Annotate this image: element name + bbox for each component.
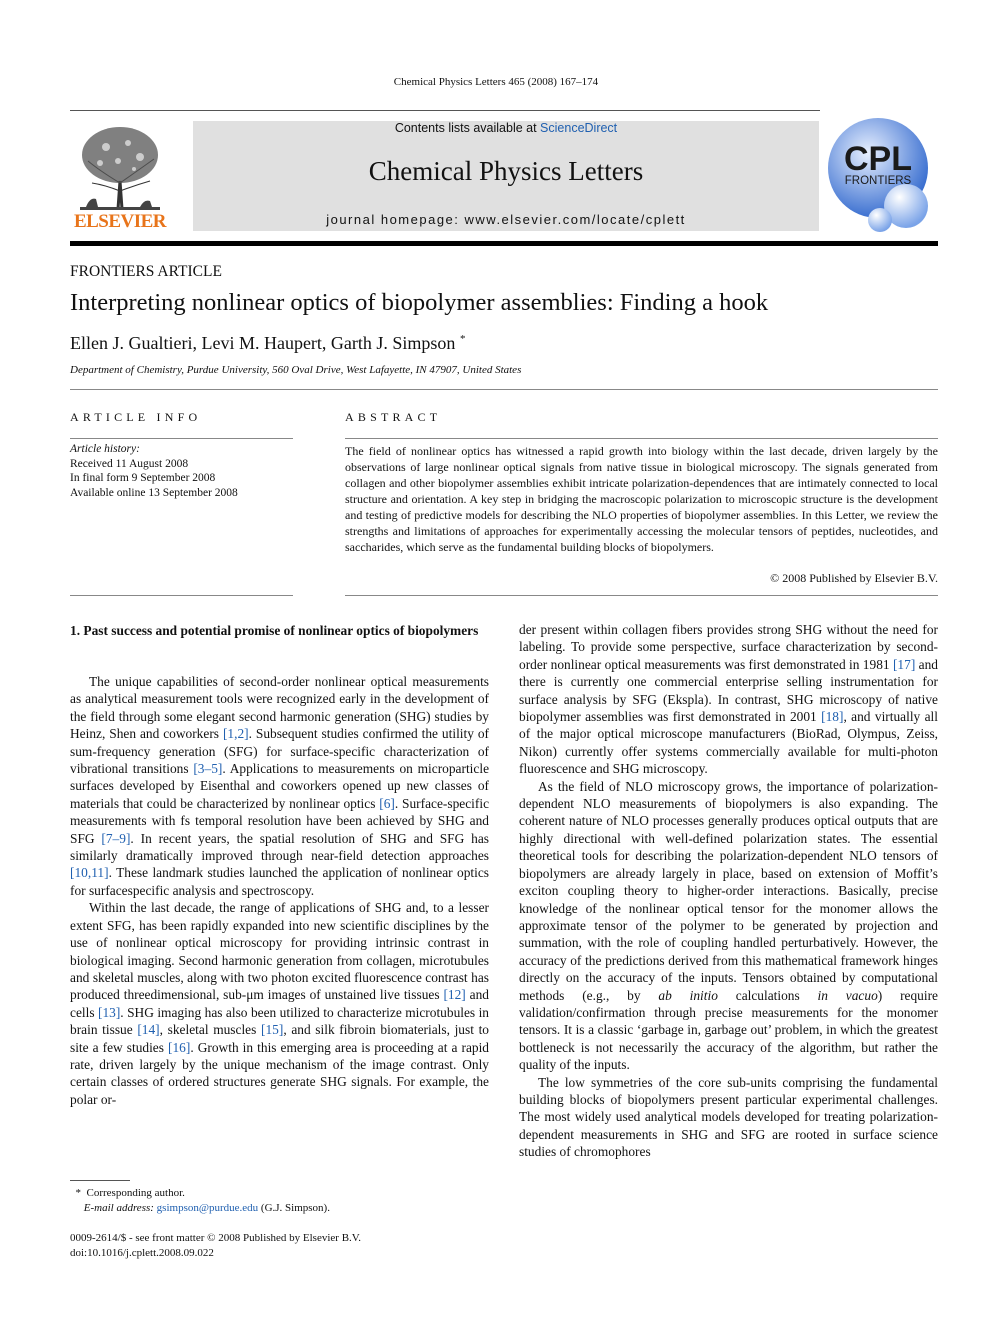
citation-ref[interactable]: [10,11] — [70, 865, 109, 881]
citation-ref[interactable]: [13] — [97, 1004, 121, 1020]
affiliation: Department of Chemistry, Purdue University, 560 Oval Drive, West Lafayette, IN 47907, United States — [70, 364, 522, 376]
header-rule — [70, 110, 820, 111]
journal-citation: Chemical Physics Letters 465 (2008) 167–174 — [393, 76, 599, 88]
doi-line[interactable]: doi:10.1016/j.cplett.2008.09.022 — [70, 1246, 214, 1259]
paragraph: As the field of NLO microscopy grows, the importance of polarization-dependent NLO measurements of biopolymers is also expanding. The coherent nature of NLO processes generally produces optical outputs that are highly directional with well-defined polarization states. The essential theoretical tools for describing the polarization-dependent NLO tensors of biopolymers are already largely in place, based on extension of Moffit’s exciton coupling theory to higher-order interactions. Basically, precise knowledge of the nonlinear optical tensor for the monomer allows the approximate tensor of the polymer to be generated by projection and summation, with the role of coupling handled perturbatively. However, the accuracy of the predictions derived from this mathematical framework hinges directly on the accuracy of the inputs. Tensors obtained by computational methods (e.g., by ab initio calculations in vacuo) require validation/confirmation through precise measurements for the monomer tensors. It is a classic ‘garbage in, garbage out’ problem, in which the greatest bottleneck is not necessarily the accuracy of the algorithm, but rather the quality of the inputs. — [519, 778, 938, 1073]
cpl-frontiers-logo — [822, 116, 940, 236]
abstract-copyright: © 2008 Published by Elsevier B.V. — [770, 571, 938, 585]
email-note — [70, 1201, 330, 1216]
article-info-rule — [70, 438, 293, 439]
contents-prefix: Contents lists available at — [394, 121, 541, 135]
article-type: FRONTIERS ARTICLE — [70, 263, 222, 280]
sciencedirect-link[interactable]: ScienceDirect — [540, 121, 618, 135]
issn-line: 0009-2614/$ - see front matter © 2008 Published by Elsevier B.V. — [70, 1232, 362, 1244]
email-label: E-mail address: — [83, 1201, 154, 1214]
header-thick-rule — [70, 241, 938, 246]
article-title: Interpreting nonlinear optics of biopolymer assemblies: Finding a hook — [70, 289, 769, 316]
received-date: Received 11 August 2008 — [70, 457, 189, 470]
citation-ref[interactable]: [6] — [379, 795, 395, 811]
corresponding-note — [70, 1186, 330, 1201]
citation-ref[interactable]: [7–9] — [101, 830, 131, 846]
paragraph: The unique capabilities of second-order nonlinear optical measurements as analytical measurement tools were recognized early in the development of the field through some elegant second harmonic generation (SHG) studies by Heinz, Shen and coworkers [1,2]. Subsequent studies confirmed the utility of sum-frequency generation (SFG) for surface-specific characterization of vibrational transitions [3–5]. Applications to measurements on microparticle surfaces developed by Eisenthal and coworkers opened up new classes of materials that could be characterized by nonlinear optics [6]. Surface-specific measurements with fs temporal resolution have been achieved by SHG and SFG [7–9]. In recent years, the spatial resolution of SHG and SFG has similarly dramatically improved through near-field detection approaches [10,11]. These landmark studies launched the application of nonlinear optics for surfacespecific analysis and spectroscopy. — [70, 674, 490, 898]
journal-homepage[interactable]: journal homepage: www.elsevier.com/locate/cplett — [326, 212, 686, 227]
citation-ref[interactable]: [17] — [892, 656, 916, 672]
paragraph: Within the last decade, the range of applications of SHG and, to a lesser extent SFG, has been rapidly expanded into new scientific disciplines by the use of nonlinear optical microscopy for providing intrinsic contrast in biological imaging. Second harmonic generation from collagen, microtubules and skeletal muscles, along with two photon excited fluorescence contrast has produced threedimensional, sub-μm images of unstained live tissues [12] and cells [13]. SHG imaging has also been utilized to characterize microtubules in brain tissue [14], skeletal muscles [15], and silk fibroin biomaterials, just to site a few studies [16]. Growth in this emerging area is proceeding at a rapid rate, driven largely by the unique mechanism of the image contrast. Only certain classes of ordered structures generate SHG signals. For example, the polar or- — [70, 900, 490, 1107]
abstract-heading: ABSTRACT — [345, 410, 442, 424]
paragraph: The low symmetries of the core sub-units comprising the fundamental building blocks of biopolymers present particular experimental challenges. The most widely used analytical models developed for treating polarization-dependent measurements in SHG and SFG are rooted in surface science studies of chromophores — [519, 1074, 938, 1160]
history-label: Article history: — [70, 443, 140, 455]
citation-ref[interactable]: [14] — [137, 1022, 160, 1038]
abstract-text: The field of nonlinear optics has witnessed a rapid growth into biology within the last decade, driven largely by the observations of large nonlinear optical signals from native tissue in biological microscopy. The signals generated from collagen and other biopolymer assemblies exhibit intricate polarization-dependences that are intimately connected to local structure and orientation. A key step in bridging the macroscopic polarization to microscopic structure is the development and testing of predictive models for describing the NLO properties of biopolymer assemblies. In this Letter, we review the strengths and limitations of approaches for experimentally accessing the molecular tensors of peptides, nucleotides, and saccharides, which serve as the fundamental building blocks of biopolymers. — [345, 444, 938, 554]
article-info-heading: ARTICLE INFO — [70, 410, 202, 424]
footnote — [70, 1186, 330, 1215]
corresponding-author-mark[interactable]: * — [459, 333, 466, 345]
abstract-rule — [345, 438, 938, 439]
citation-ref[interactable]: [3–5] — [193, 761, 223, 777]
article-info-bottom-rule — [70, 595, 293, 596]
authors-text: Ellen J. Gualtieri, Levi M. Haupert, Garth J. Simpson — [70, 333, 456, 353]
cpl-logo-subtext: FRONTIERS — [844, 175, 912, 187]
footnote-mark: * — [75, 1187, 81, 1199]
elsevier-wordmark: ELSEVIER — [73, 211, 167, 232]
body-column-left — [70, 673, 489, 1108]
affiliation-rule — [70, 389, 938, 390]
abstract-bottom-rule — [345, 595, 938, 596]
corresponding-label: Corresponding author. — [86, 1187, 185, 1199]
paragraph: der present within collagen fibers provides strong SHG without the need for labeling. To provide some perspective, surface characterization by second-order nonlinear optical measurements was first demonstrated in 1981 [17] and there is currently one commercial enterprise selling instrumentation for surface analysis by SFG (Ekspla). In contrast, SHG microscopy of native biopolymer assemblies was first demonstrated in 2001 [18], and virtually all of the major optical microscope manufacturers (BioRad, Olympus, Zeiss, Nikon) currently offer systems commercially available for multi-photon fluorescence and SHG microscopy. — [519, 622, 939, 777]
article-history — [70, 442, 238, 500]
journal-title: Chemical Physics Letters — [368, 156, 644, 186]
online-date: Available online 13 September 2008 — [70, 486, 238, 499]
citation-ref[interactable]: [15] — [261, 1022, 284, 1038]
author-list — [70, 333, 465, 354]
email-name: (G.J. Simpson). — [260, 1201, 330, 1214]
contents-line — [193, 121, 819, 135]
citation-ref[interactable]: [1,2] — [222, 726, 249, 742]
citation-ref[interactable]: [18] — [821, 709, 844, 725]
final-form-date: In final form 9 September 2008 — [70, 472, 216, 484]
citation-ref[interactable]: [12] — [443, 987, 466, 1003]
citation-ref[interactable]: [16] — [168, 1039, 191, 1055]
cpl-logo-text: CPL — [844, 140, 912, 178]
footnote-rule — [70, 1180, 130, 1181]
section-heading: 1. Past success and potential promise of nonlinear optics of biopolymers — [70, 623, 479, 638]
body-column-right — [519, 621, 938, 1161]
front-matter — [70, 1231, 361, 1260]
email-link[interactable]: gsimpson@purdue.edu — [156, 1201, 259, 1214]
